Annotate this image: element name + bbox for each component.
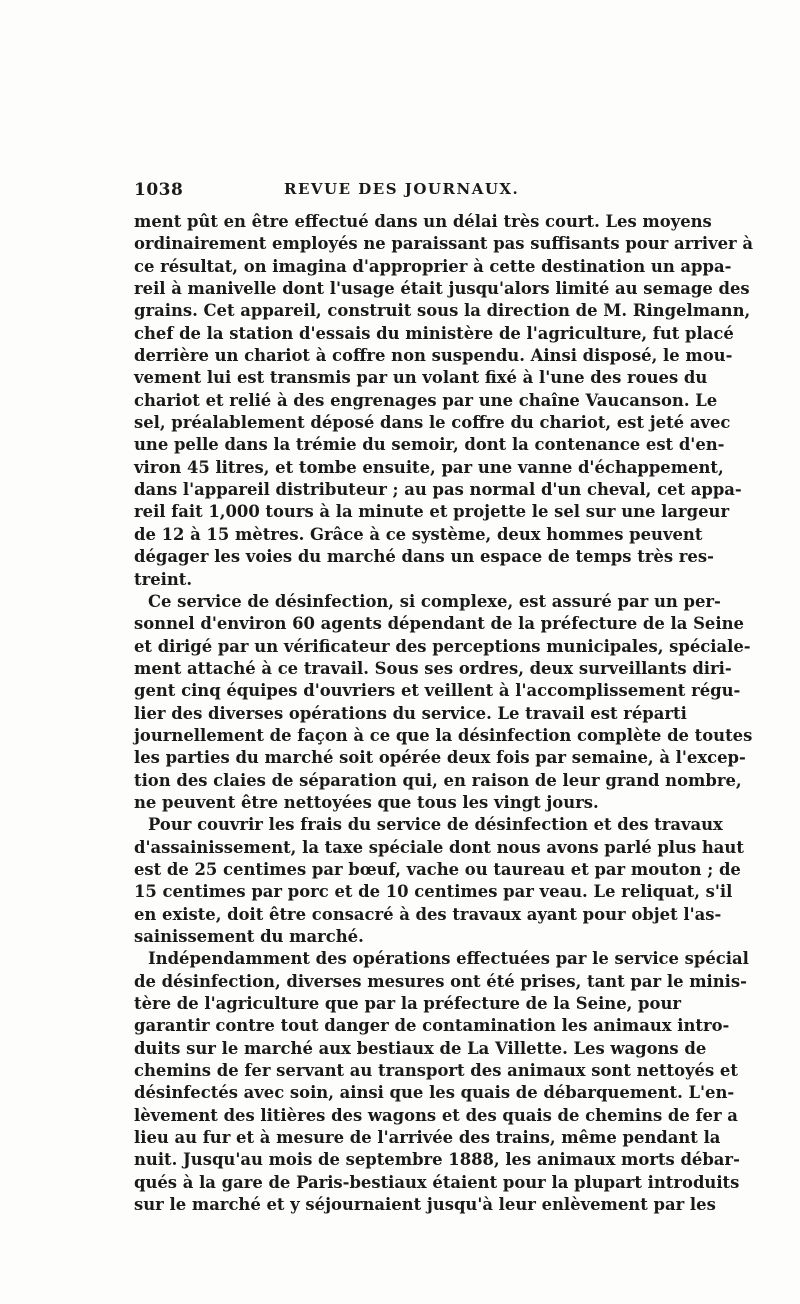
text-line: de 12 à 15 mètres. Grâce à ce système, deux hommes peuvent [134, 524, 703, 544]
text-line: viron 45 litres, et tombe ensuite, par une vanne d'échappement, [134, 457, 724, 477]
text-line: ment pût en être effectué dans un délai très court. Les moyens [134, 212, 712, 231]
body-text [134, 211, 754, 1216]
text-line: Pour couvrir les frais du service de désinfection et des travaux [148, 815, 723, 835]
text-line: garantir contre tout danger de contamination les animaux intro- [134, 1016, 730, 1036]
text-line: ment attaché à ce travail. Sous ses ordres, deux surveillants diri- [134, 658, 732, 678]
text-line: ce résultat, on imagina d'approprier à cette destination un appa- [134, 256, 732, 276]
text-line: Indépendamment des opérations effectuées par le service spécial [148, 949, 749, 969]
text-line: d'assainissement, la taxe spéciale dont nous avons parlé plus haut [134, 837, 744, 857]
text-line: Ce service de désinfection, si complexe, est assuré par un per- [148, 591, 721, 611]
text-line: sel, préalablement déposé dans le coffre du chariot, est jeté avec [134, 413, 731, 433]
text-line: sur le marché et y séjournaient jusqu'à leur enlèvement par les [134, 1195, 716, 1215]
text-line: vement lui est transmis par un volant fixé à l'une des roues du [134, 368, 708, 388]
text-line: duits sur le marché aux bestiaux de La Villette. Les wagons de [134, 1038, 707, 1058]
text-line: treint. [134, 569, 193, 589]
text-line: journellement de façon à ce que la désinfection complète de toutes [134, 725, 753, 745]
text-line: gent cinq équipes d'ouvriers et veillent à l'accomplissement régu- [134, 681, 741, 701]
text-line: sainissement du marché. [134, 927, 364, 946]
text-line: tion des claies de séparation qui, en raison de leur grand nombre, [134, 770, 742, 790]
text-line: sonnel d'environ 60 agents dépendant de la préfecture de la Seine [134, 614, 744, 634]
text-line: est de 25 centimes par bœuf, vache ou taureau et par mouton ; de [134, 859, 741, 879]
text-line: lier des diverses opérations du service. Le travail est réparti [134, 703, 687, 723]
text-line: les parties du marché soit opérée deux fois par semaine, à l'excep- [134, 748, 746, 768]
text-line: lieu au fur et à mesure de l'arrivée des trains, même pendant la [134, 1128, 721, 1148]
text-line: ne peuvent être nettoyées que tous les vingt jours. [134, 792, 599, 812]
page-header [134, 180, 662, 206]
text-line: ordinairement employés ne paraissant pas suffisants pour arriver à [134, 234, 754, 254]
text-line: 15 centimes par porc et de 10 centimes par veau. Le reliquat, s'il [134, 882, 733, 902]
text-line: nuit. Jusqu'au mois de septembre 1888, les animaux morts débar- [134, 1150, 740, 1170]
text-line: derrière un chariot à coffre non suspendu. Ainsi disposé, le mou- [134, 346, 733, 366]
text-line: dégager les voies du marché dans un espace de temps très res- [134, 547, 714, 567]
text-line: et dirigé par un vérificateur des perceptions municipales, spéciale- [134, 636, 751, 656]
text-line: tère de l'agriculture que par la préfecture de la Seine, pour [134, 994, 682, 1014]
text-line: reil à manivelle dont l'usage était jusqu'alors limité au semage des [134, 279, 750, 299]
text-line: qués à la gare de Paris-bestiaux étaient pour la plupart introduits [134, 1172, 740, 1192]
text-line: chemins de fer servant au transport des animaux sont nettoyés et [134, 1061, 738, 1081]
text-line: de désinfection, diverses mesures ont été prises, tant par le minis- [134, 971, 747, 991]
text-line: désinfectés avec soin, ainsi que les quais de débarquement. L'en- [134, 1083, 735, 1103]
text-line: reil fait 1,000 tours à la minute et projette le sel sur une largeur [134, 502, 730, 522]
text-line: en existe, doit être consacré à des travaux ayant pour objet l'as- [134, 904, 722, 924]
text-line: une pelle dans la trémie du semoir, dont la contenance est d'en- [134, 435, 725, 455]
running-head: REVUE DES JOURNAUX. [284, 180, 520, 198]
text-line: chef de la station d'essais du ministère de l'agriculture, fut placé [134, 323, 734, 343]
text-line: lèvement des litières des wagons et des quais de chemins de fer a [134, 1105, 738, 1125]
text-line: dans l'appareil distributeur ; au pas normal d'un cheval, cet appa- [134, 480, 742, 500]
text-line: chariot et relié à des engrenages par une chaîne Vaucanson. Le [134, 390, 718, 410]
page-number: 1038 [134, 180, 184, 200]
text-line: grains. Cet appareil, construit sous la direction de M. Ringelmann, [134, 301, 751, 321]
